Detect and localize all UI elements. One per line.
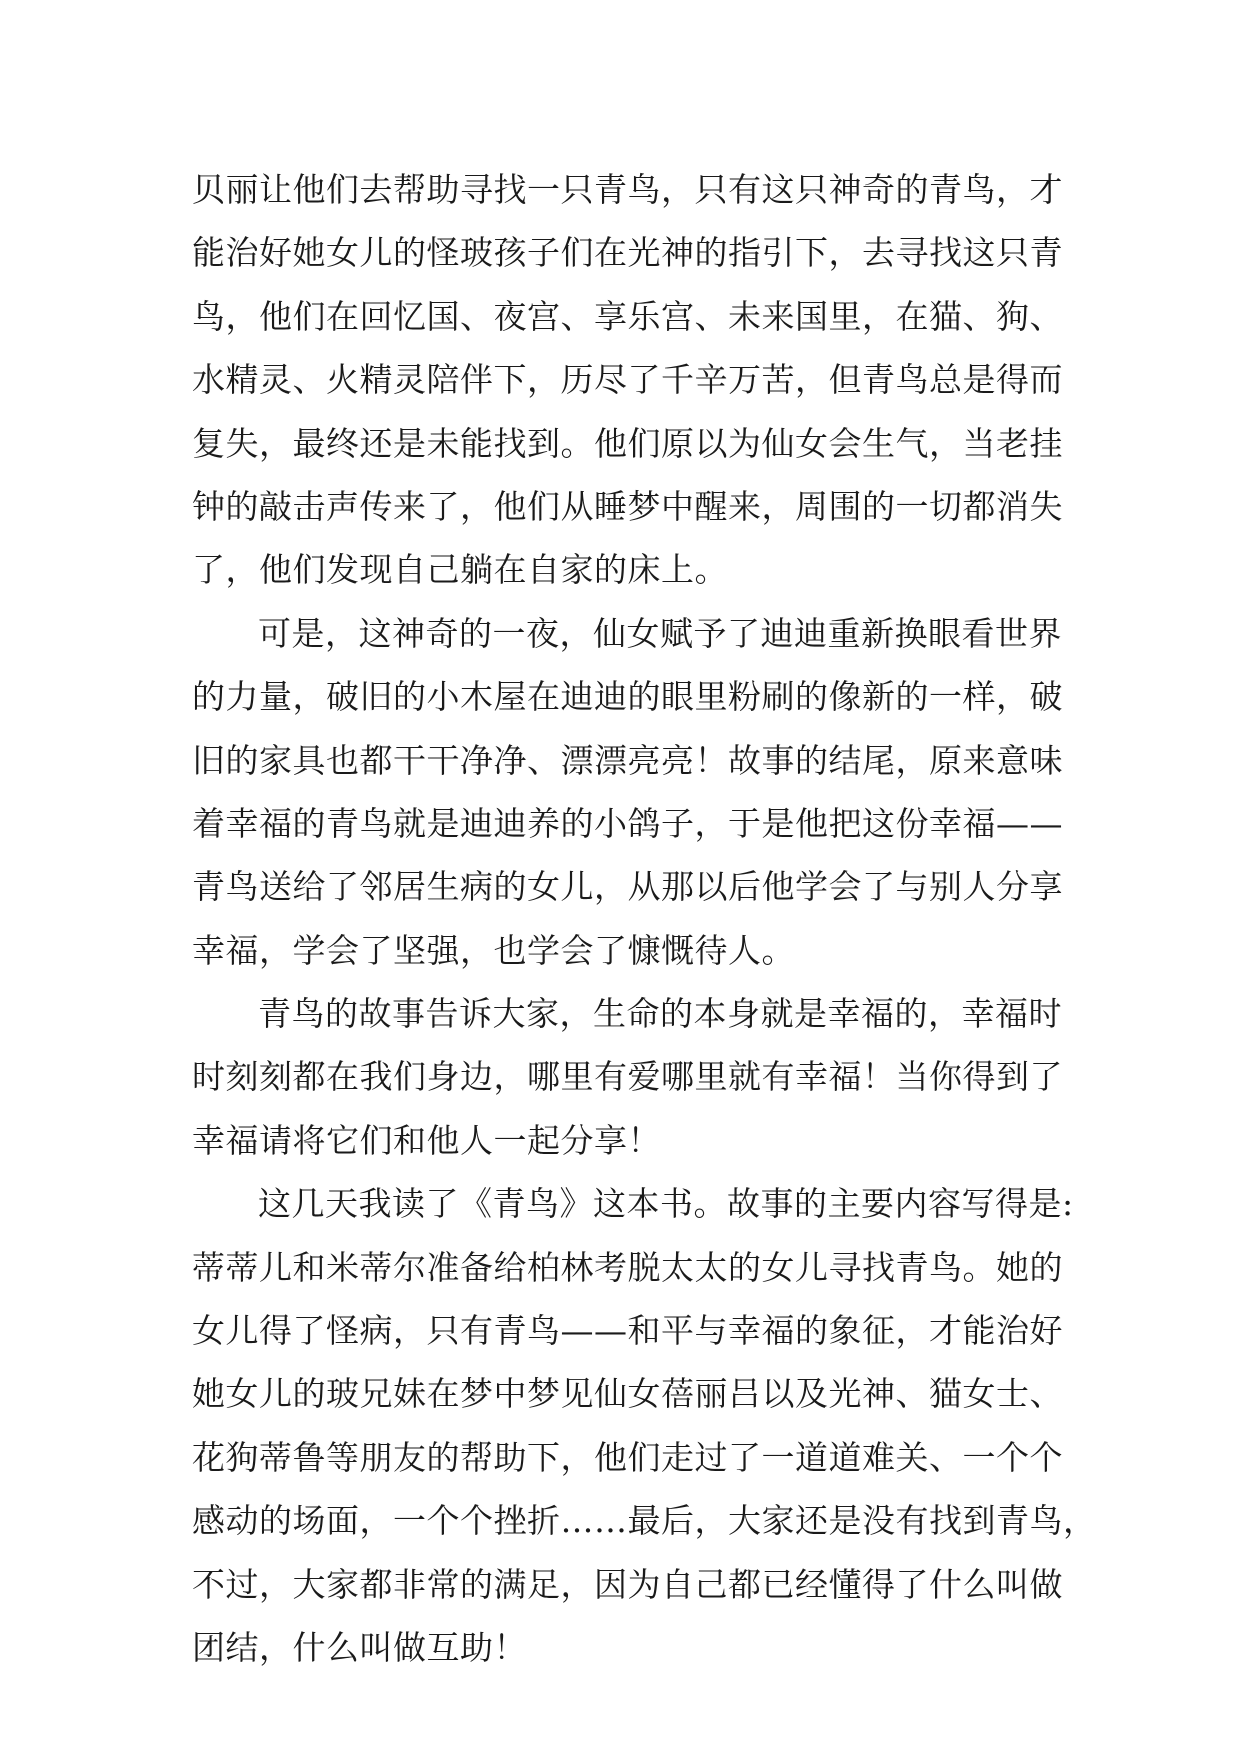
text-line: 贝丽让他们去帮助寻找一只青鸟，只有这只神奇的青鸟，才	[192, 170, 1063, 209]
text-line: 感动的场面，一个个挫折……最后，大家还是没有找到青鸟，	[192, 1501, 1097, 1541]
text-line: 复失，最终还是未能找到。他们原以为仙女会生气，当老挂	[192, 423, 1063, 463]
text-line: 旧的家具也都干干净净、漂漂亮亮！故事的结尾，原来意味	[192, 740, 1063, 780]
text-line: 时刻刻都在我们身边，哪里有爱哪里就有幸福！当你得到了	[192, 1057, 1063, 1097]
paragraph-start-line: 这几天我读了《青鸟》这本书。故事的主要内容写得是:	[258, 1184, 1074, 1224]
text-line: 团结，什么叫做互助！	[192, 1627, 527, 1667]
paragraph-start-line: 可是，这神奇的一夜，仙女赋予了迪迪重新换眼看世界	[258, 613, 1062, 653]
text-line: 钟的敲击声传来了，他们从睡梦中醒来，周围的一切都消失	[192, 486, 1063, 526]
text-line: 蒂蒂儿和米蒂尔准备给柏林考脱太太的女儿寻找青鸟。她的	[192, 1247, 1063, 1287]
text-line: 了，他们发现自己躺在自家的床上。	[192, 550, 728, 590]
paragraph-start-line: 青鸟的故事告诉大家，生命的本身就是幸福的，幸福时	[258, 994, 1062, 1034]
text-line: 青鸟送给了邻居生病的女儿，从那以后他学会了与别人分享	[192, 867, 1063, 907]
text-line: 水精灵、火精灵陪伴下，历尽了千辛万苦，但青鸟总是得而	[192, 360, 1063, 400]
text-line: 女儿得了怪病，只有青鸟——和平与幸福的象征，才能治好	[192, 1311, 1063, 1351]
text-line: 鸟，他们在回忆国、夜宫、享乐宫、未来国里，在猫、狗、	[192, 296, 1063, 336]
text-line: 的力量，破旧的小木屋在迪迪的眼里粉刷的像新的一样，破	[192, 677, 1063, 717]
text-line: 她女儿的玻兄妹在梦中梦见仙女蓓丽吕以及光神、猫女士、	[192, 1374, 1063, 1414]
body-text	[192, 158, 1097, 1679]
text-line: 能治好她女儿的怪玻孩子们在光神的指引下，去寻找这只青	[192, 233, 1063, 273]
text-line: 幸福，学会了坚强，也学会了慷慨待人。	[192, 930, 795, 970]
text-line: 着幸福的青鸟就是迪迪养的小鸽子，于是他把这份幸福——	[192, 803, 1063, 843]
text-line: 不过，大家都非常的满足，因为自己都已经懂得了什么叫做	[192, 1564, 1063, 1604]
text-line: 幸福请将它们和他人一起分享！	[192, 1120, 661, 1160]
text-line: 花狗蒂鲁等朋友的帮助下，他们走过了一道道难关、一个个	[192, 1437, 1063, 1477]
